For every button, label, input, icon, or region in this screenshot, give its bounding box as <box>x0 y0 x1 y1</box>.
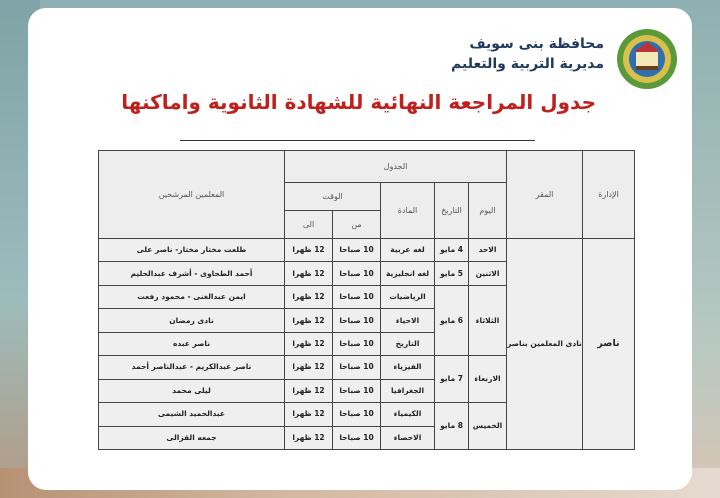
schedule-table <box>98 150 635 450</box>
to-cell: 12 ظهرا <box>285 262 333 285</box>
to-cell: 12 ظهرا <box>285 285 333 308</box>
header-admin: الإدارة <box>583 151 635 239</box>
header-subject: المادة <box>381 183 435 239</box>
day-cell: الخميس <box>469 403 507 450</box>
header-schedule: الجدول <box>285 151 507 183</box>
subject-cell: التاريخ <box>381 332 435 355</box>
header-location: المقر <box>507 151 583 239</box>
to-cell: 12 ظهرا <box>285 356 333 379</box>
from-cell: 10 صباحا <box>333 239 381 262</box>
teachers-cell: طلعت مختار مختار- ناصر على <box>99 239 285 262</box>
header-block <box>451 34 604 74</box>
subject-cell: الاحياء <box>381 309 435 332</box>
document-card <box>28 8 692 490</box>
header-time: الوقت <box>285 183 381 211</box>
subject-cell: الرياضيات <box>381 285 435 308</box>
subject-cell: لغه انجليزية <box>381 262 435 285</box>
teachers-cell: نادى رمضان <box>99 309 285 332</box>
date-cell: 4 مايو <box>435 239 469 262</box>
to-cell: 12 ظهرا <box>285 239 333 262</box>
from-cell: 10 صباحا <box>333 426 381 450</box>
subject-cell: الاحصاء <box>381 426 435 450</box>
subject-cell: الكيمياء <box>381 403 435 426</box>
page-title: جدول المراجعة النهائية للشهادة الثانوية واماكنها <box>121 90 596 114</box>
to-cell: 12 ظهرا <box>285 426 333 450</box>
teachers-cell: جمعه القزالى <box>99 426 285 450</box>
subject-cell: الجغرافيا <box>381 379 435 402</box>
table-row <box>99 239 635 262</box>
teachers-cell: ناصر عبده <box>99 332 285 355</box>
header-teachers: المعلمين المرشحين <box>99 151 285 239</box>
title-underline <box>180 140 535 141</box>
header-from: من <box>333 211 381 239</box>
from-cell: 10 صباحا <box>333 356 381 379</box>
teachers-cell: ليلى محمد <box>99 379 285 402</box>
from-cell: 10 صباحا <box>333 403 381 426</box>
to-cell: 12 ظهرا <box>285 403 333 426</box>
to-cell: 12 ظهرا <box>285 379 333 402</box>
day-cell: الاربعاء <box>469 356 507 403</box>
header-date: التاريخ <box>435 183 469 239</box>
header-to: الى <box>285 211 333 239</box>
subject-cell: لغه عربية <box>381 239 435 262</box>
admin-cell: ناصر <box>583 239 635 450</box>
teachers-cell: ناصر عبدالكريم - عبدالناصر أحمد <box>99 356 285 379</box>
from-cell: 10 صباحا <box>333 379 381 402</box>
subject-cell: الفيزياء <box>381 356 435 379</box>
teachers-cell: أحمد الطحاوى - أشرف عبدالحليم <box>99 262 285 285</box>
day-cell: الاحد <box>469 239 507 262</box>
date-cell: 5 مايو <box>435 262 469 285</box>
governorate-name: محافظة بنى سويف <box>469 36 604 52</box>
day-cell: الاثنين <box>469 262 507 285</box>
location-cell: نادى المعلمين بناصر <box>507 239 583 450</box>
date-cell: 6 مايو <box>435 285 469 355</box>
to-cell: 12 ظهرا <box>285 332 333 355</box>
date-cell: 8 مايو <box>435 403 469 450</box>
from-cell: 10 صباحا <box>333 262 381 285</box>
directorate-name: مديرية التربية والتعليم <box>451 56 604 72</box>
from-cell: 10 صباحا <box>333 332 381 355</box>
directorate-logo-icon <box>616 28 678 90</box>
teachers-cell: عبدالحميد الشيمى <box>99 403 285 426</box>
teachers-cell: ايمن عبدالغنى - محمود رفعت <box>99 285 285 308</box>
to-cell: 12 ظهرا <box>285 309 333 332</box>
day-cell: الثلاثاء <box>469 285 507 355</box>
from-cell: 10 صباحا <box>333 309 381 332</box>
header-day: اليوم <box>469 183 507 239</box>
date-cell: 7 مايو <box>435 356 469 403</box>
from-cell: 10 صباحا <box>333 285 381 308</box>
